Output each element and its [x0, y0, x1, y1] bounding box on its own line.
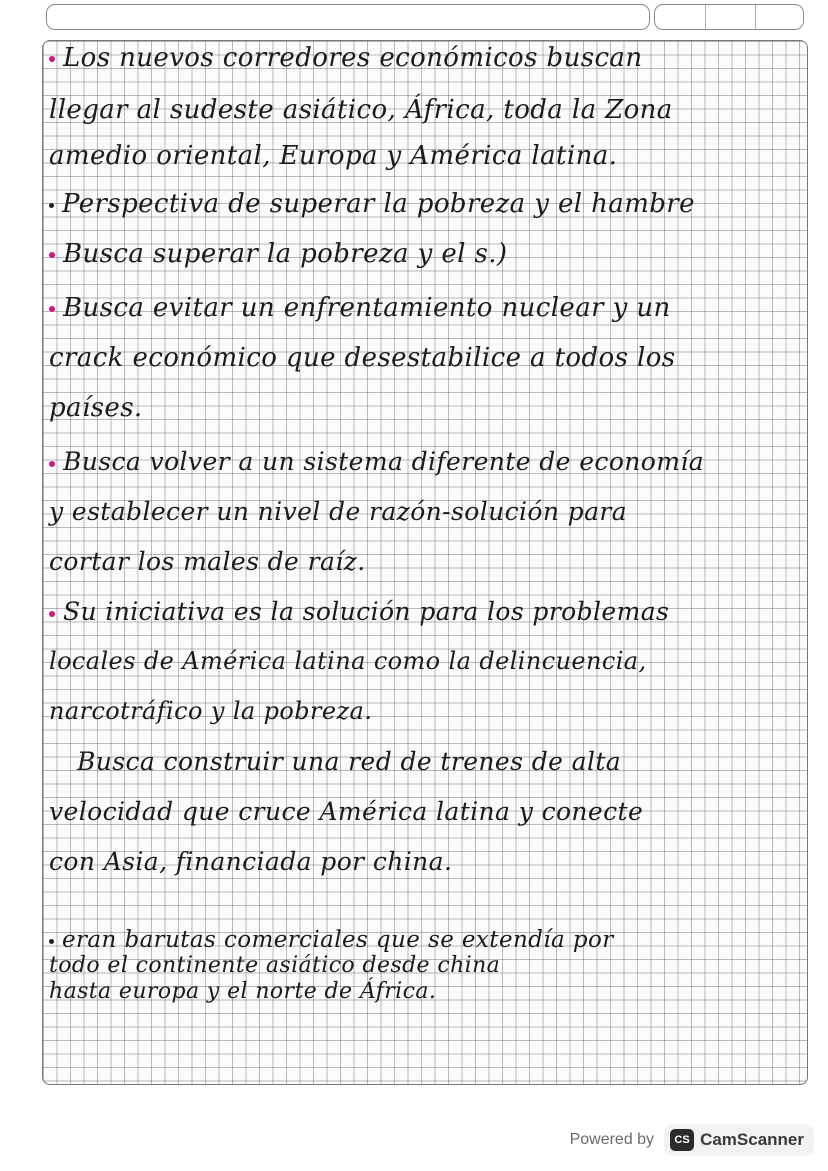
note-line — [49, 847, 452, 876]
camscanner-brand: CamScanner — [700, 1130, 804, 1149]
note-line — [49, 597, 669, 626]
bullet-dot-icon — [49, 611, 55, 617]
bullet-dot-icon — [49, 306, 55, 312]
note-line — [49, 343, 676, 373]
camscanner-logo — [664, 1124, 814, 1156]
note-line — [49, 239, 507, 269]
note-line — [49, 797, 643, 826]
note-line — [49, 393, 143, 423]
note-line — [49, 547, 366, 576]
note-line-text: hasta europa y el norte de África. — [49, 979, 437, 1004]
note-line — [49, 447, 704, 476]
note-line-text: Busca superar la pobreza y el s.) — [63, 239, 508, 269]
notebook-page — [42, 40, 808, 1085]
camscanner-icon: CS — [670, 1129, 694, 1151]
camscanner-footer — [570, 1123, 814, 1157]
header-cell-divider — [755, 5, 756, 29]
note-line — [49, 43, 642, 73]
note-line — [49, 979, 436, 1004]
note-line-text: Busca evitar un enfrentamiento nuclear y un — [63, 293, 671, 323]
header-date-box — [46, 4, 650, 30]
note-line — [49, 293, 671, 323]
note-line — [49, 953, 500, 978]
note-line-text: Busca volver a un sistema diferente de economía — [63, 447, 705, 476]
header-cell-divider — [705, 5, 706, 29]
note-line — [49, 189, 695, 219]
note-line-text: llegar al sudeste asiático, África, toda la Zona — [49, 95, 673, 125]
powered-by-label: Powered by — [569, 1131, 655, 1148]
note-line-text: crack económico que desestabilice a todos los — [49, 343, 676, 373]
note-line-text: eran barutas comerciales que se extendía por — [62, 927, 614, 953]
note-line-text: y establecer un nivel de razón-solución para — [49, 497, 628, 526]
note-line-text: todo el continente asiático desde china — [49, 953, 501, 978]
note-line-text: países. — [49, 393, 143, 423]
note-line-text: Perspectiva de superar la pobreza y el hambre — [62, 189, 695, 219]
bullet-dot-icon — [49, 939, 54, 944]
header-number-box — [654, 4, 804, 30]
note-line-text: Los nuevos corredores económicos buscan — [63, 43, 643, 73]
note-line-text: cortar los males de raíz. — [49, 547, 366, 576]
note-line — [49, 95, 673, 125]
note-line-text: velocidad que cruce América latina y conecte — [49, 797, 644, 826]
note-line-text: Su iniciativa es la solución para los problemas — [63, 597, 670, 626]
bullet-dot-icon — [49, 252, 55, 258]
note-line — [49, 647, 647, 675]
note-line-text: con Asia, financiada por china. — [49, 847, 453, 876]
bullet-dot-icon — [49, 203, 54, 208]
note-line-text: narcotráfico y la pobreza. — [49, 697, 373, 725]
note-line-text: Busca construir una red de trenes de alta — [77, 747, 622, 776]
note-line — [49, 141, 617, 171]
note-line — [49, 497, 627, 526]
note-line — [77, 747, 621, 776]
note-line-text: locales de América latina como la delincuencia, — [49, 647, 647, 675]
note-line — [49, 697, 372, 725]
note-line — [49, 927, 614, 953]
note-line-text: amedio oriental, Europa y América latina. — [49, 141, 618, 171]
bullet-dot-icon — [49, 56, 55, 62]
bullet-dot-icon — [49, 461, 55, 467]
